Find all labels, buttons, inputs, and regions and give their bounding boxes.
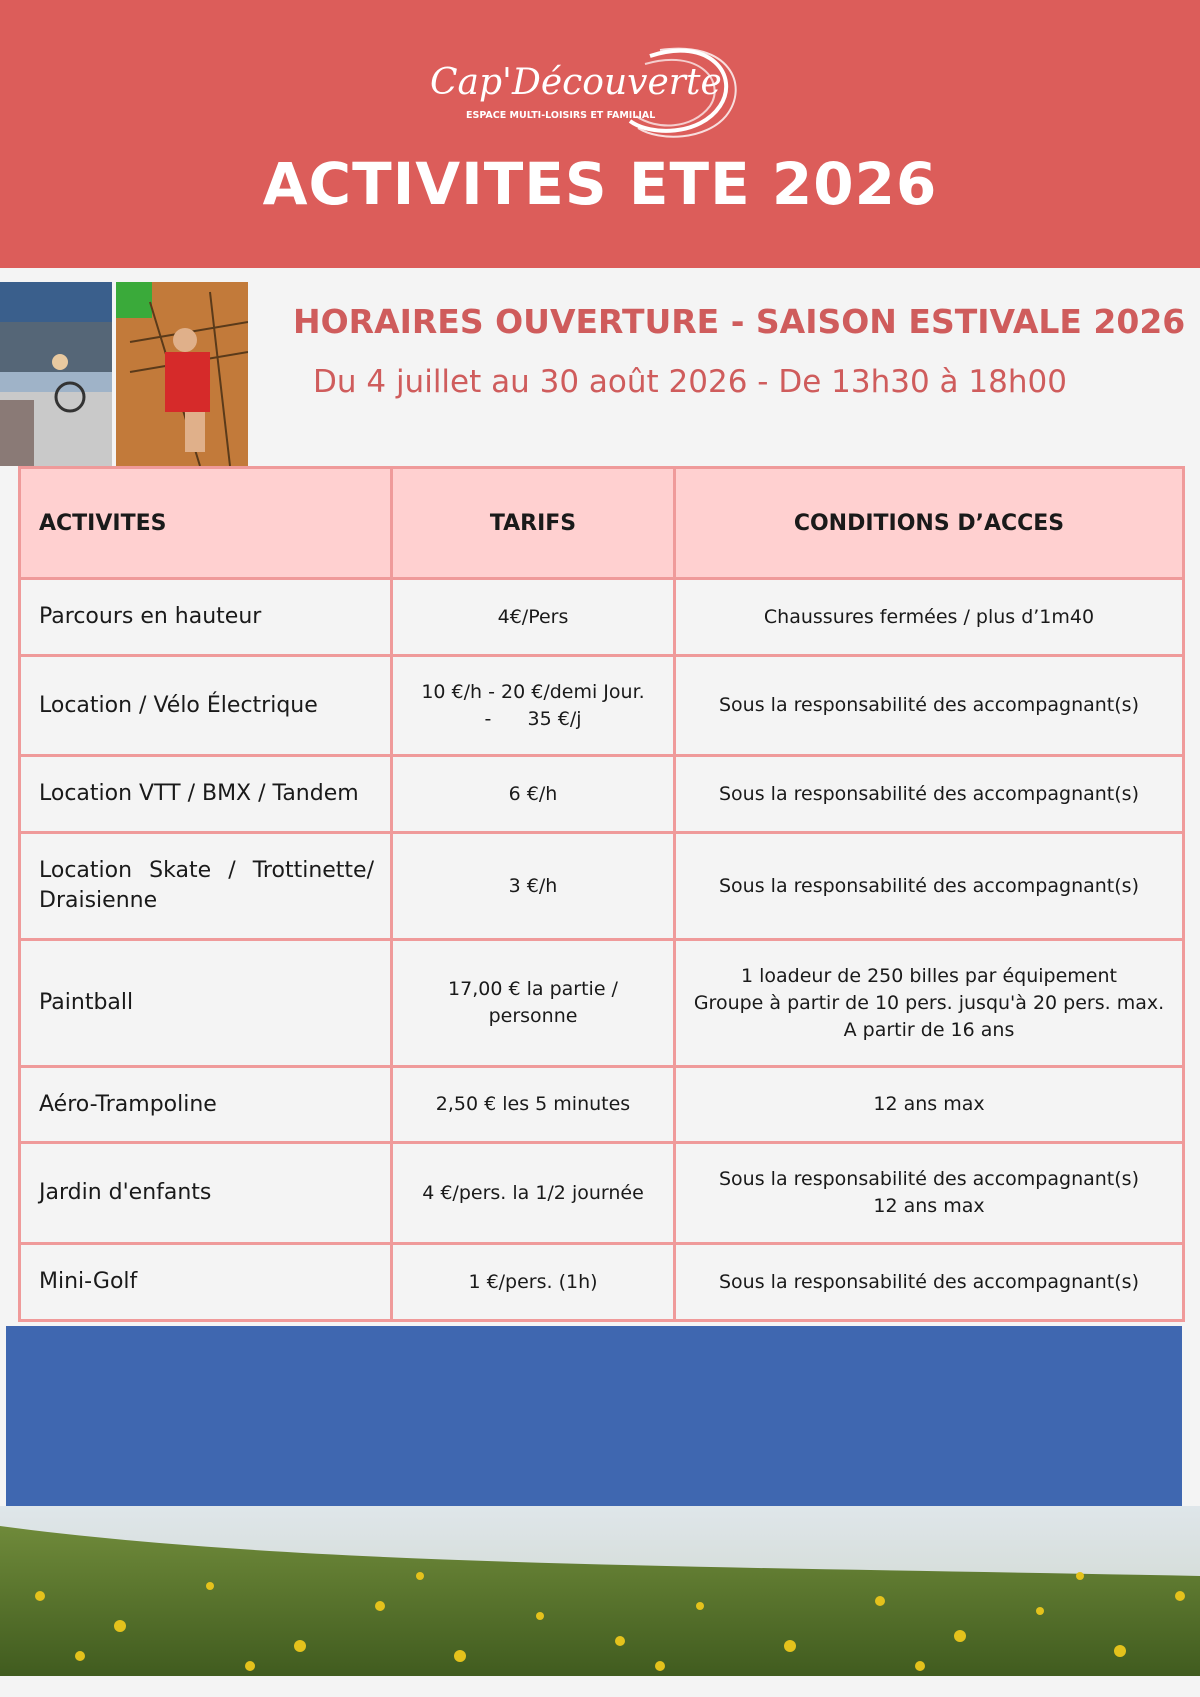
activity-conditions: Sous la responsabilité des accompagnant(s) 12 ans max <box>675 1143 1184 1244</box>
page-title: ACTIVITES ETE 2026 <box>262 150 938 218</box>
meadow-icon <box>0 1506 1200 1681</box>
activity-conditions: Sous la responsabilité des accompagnant(s) <box>675 656 1184 756</box>
activity-conditions: 12 ans max <box>675 1067 1184 1143</box>
activity-name: Paintball <box>20 940 392 1067</box>
table-row <box>20 833 1184 940</box>
activities-table <box>18 466 1185 1322</box>
table-row <box>20 1143 1184 1244</box>
photo-collage-icon <box>0 282 248 466</box>
activity-conditions: 1 loadeur de 250 billes par équipement Groupe à partir de 10 pers. jusqu'à 20 pers. max. A partir de 16 ans <box>675 940 1184 1067</box>
activity-price: 17,00 € la partie / personne <box>392 940 675 1067</box>
activity-conditions: Sous la responsabilité des accompagnant(s) <box>675 756 1184 833</box>
opening-hours-dates: Du 4 juillet au 30 août 2026 - De 13h30 à 18h00 <box>313 364 1067 400</box>
svg-text:Cap'Découverte: Cap'Découverte <box>430 62 722 103</box>
activity-name: Location VTT / BMX / Tandem <box>20 756 392 833</box>
table-header-row <box>20 468 1184 579</box>
activity-name: Location / Vélo Électrique <box>20 656 392 756</box>
activity-name: Parcours en hauteur <box>20 579 392 656</box>
activity-price: 10 €/h - 20 €/demi Jour. - 35 €/j <box>392 656 675 756</box>
table-row <box>20 940 1184 1067</box>
brand-logo <box>430 36 770 146</box>
table-row <box>20 1067 1184 1143</box>
activity-price: 1 €/pers. (1h) <box>392 1244 675 1321</box>
column-header-activities: ACTIVITES <box>20 468 392 579</box>
table-row <box>20 656 1184 756</box>
column-header-prices: TARIFS <box>392 468 675 579</box>
header-banner <box>0 0 1200 268</box>
blue-band <box>6 1326 1182 1506</box>
opening-hours-heading: HORAIRES OUVERTURE - SAISON ESTIVALE 2026 <box>293 302 1186 341</box>
activity-name: Aéro-Trampoline <box>20 1067 392 1143</box>
meadow-photo <box>0 1506 1200 1681</box>
logo-swirl-icon <box>430 36 770 146</box>
activity-conditions: Sous la responsabilité des accompagnant(s) <box>675 833 1184 940</box>
activity-price: 4 €/pers. la 1/2 journée <box>392 1143 675 1244</box>
activity-price: 6 €/h <box>392 756 675 833</box>
table-row <box>20 756 1184 833</box>
activity-name: Jardin d'enfants <box>20 1143 392 1244</box>
activity-name: Mini-Golf <box>20 1244 392 1321</box>
activity-price: 3 €/h <box>392 833 675 940</box>
activity-photos <box>0 282 248 466</box>
svg-text:ESPACE MULTI-LOISIRS ET FAMILI: ESPACE MULTI-LOISIRS ET FAMILIAL <box>466 110 656 121</box>
activity-conditions: Chaussures fermées / plus d’1m40 <box>675 579 1184 656</box>
activity-conditions: Sous la responsabilité des accompagnant(s) <box>675 1244 1184 1321</box>
column-header-conditions: CONDITIONS D’ACCES <box>675 468 1184 579</box>
activity-price: 4€/Pers <box>392 579 675 656</box>
table-row <box>20 1244 1184 1321</box>
activity-name: Location Skate / Trottinette/ Draisienne <box>20 833 392 940</box>
table-row <box>20 579 1184 656</box>
activity-price: 2,50 € les 5 minutes <box>392 1067 675 1143</box>
